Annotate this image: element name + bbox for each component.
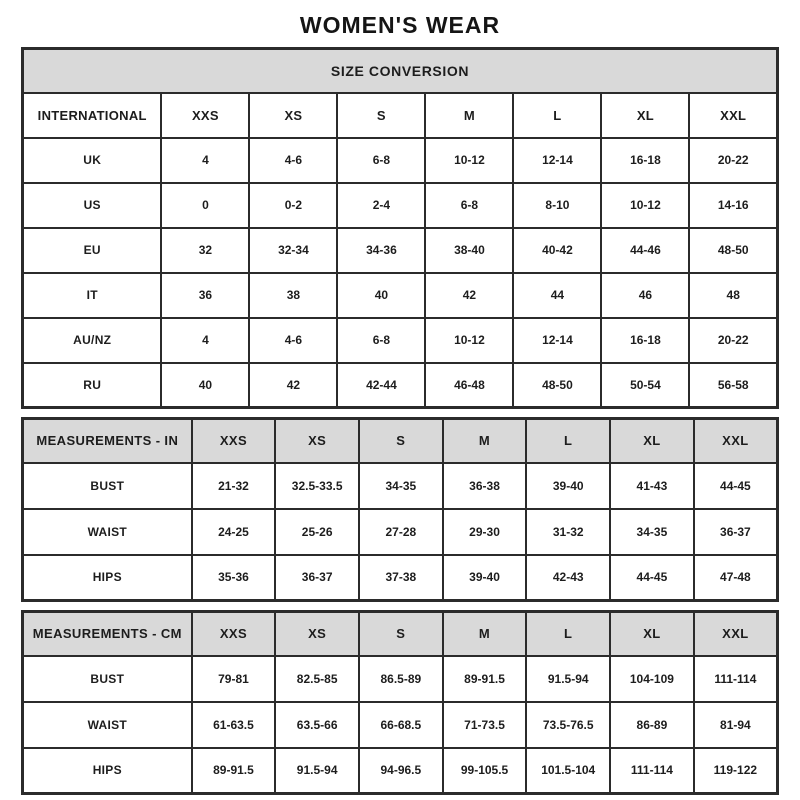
measurements-cm-table [21, 610, 779, 795]
row-label-cell: UK [23, 138, 162, 183]
value-cell: 20-22 [689, 138, 777, 183]
value-cell: 16-18 [601, 318, 689, 363]
row-label-cell: BUST [23, 463, 192, 509]
value-cell: 119-122 [694, 748, 778, 794]
value-cell: XL [601, 93, 689, 138]
value-cell: 4-6 [249, 318, 337, 363]
data-row [23, 509, 778, 555]
value-cell: 12-14 [513, 138, 601, 183]
value-cell: 39-40 [443, 555, 527, 601]
value-cell: 56-58 [689, 363, 777, 408]
value-cell: 86.5-89 [359, 656, 443, 702]
size-conversion-title: SIZE CONVERSION [23, 49, 778, 93]
value-cell: 86-89 [610, 702, 694, 748]
data-row [23, 656, 778, 702]
value-cell: XXS [192, 419, 276, 463]
size-conversion-table [21, 47, 779, 409]
value-cell: 32 [161, 228, 249, 273]
value-cell: 38-40 [425, 228, 513, 273]
value-cell: 14-16 [689, 183, 777, 228]
value-cell: 111-114 [610, 748, 694, 794]
row-label-cell: IT [23, 273, 162, 318]
data-row [23, 748, 778, 794]
value-cell: 16-18 [601, 138, 689, 183]
value-cell: XXL [694, 612, 778, 656]
value-cell: 44 [513, 273, 601, 318]
row-label-cell: WAIST [23, 509, 192, 555]
value-cell: M [425, 93, 513, 138]
row-label-cell: EU [23, 228, 162, 273]
row-label-cell: RU [23, 363, 162, 408]
value-cell: 41-43 [610, 463, 694, 509]
value-cell: 37-38 [359, 555, 443, 601]
row-label-cell: HIPS [23, 748, 192, 794]
value-cell: 8-10 [513, 183, 601, 228]
value-cell: 44-46 [601, 228, 689, 273]
value-cell: M [443, 612, 527, 656]
value-cell: 20-22 [689, 318, 777, 363]
value-cell: 10-12 [601, 183, 689, 228]
value-cell: XL [610, 419, 694, 463]
value-cell: 48-50 [689, 228, 777, 273]
value-cell: 4-6 [249, 138, 337, 183]
value-cell: M [443, 419, 527, 463]
value-cell: 36 [161, 273, 249, 318]
value-cell: 99-105.5 [443, 748, 527, 794]
value-cell: L [513, 93, 601, 138]
value-cell: 10-12 [425, 318, 513, 363]
value-cell: 46-48 [425, 363, 513, 408]
value-cell: 34-36 [337, 228, 425, 273]
value-cell: 32.5-33.5 [275, 463, 359, 509]
value-cell: 6-8 [337, 318, 425, 363]
value-cell: 34-35 [359, 463, 443, 509]
data-row [23, 463, 778, 509]
value-cell: 0 [161, 183, 249, 228]
value-cell: 44-45 [694, 463, 778, 509]
value-cell: 24-25 [192, 509, 276, 555]
value-cell: XXL [689, 93, 777, 138]
value-cell: 36-37 [694, 509, 778, 555]
value-cell: XL [610, 612, 694, 656]
value-cell: XXS [192, 612, 276, 656]
row-label-cell: MEASUREMENTS - IN [23, 419, 192, 463]
value-cell: 25-26 [275, 509, 359, 555]
value-cell: 42-44 [337, 363, 425, 408]
row-label-cell: INTERNATIONAL [23, 93, 162, 138]
value-cell: 6-8 [337, 138, 425, 183]
value-cell: XXS [161, 93, 249, 138]
value-cell: 35-36 [192, 555, 276, 601]
table-header-row [23, 612, 778, 656]
row-label-cell: MEASUREMENTS - CM [23, 612, 192, 656]
value-cell: 79-81 [192, 656, 276, 702]
value-cell: 66-68.5 [359, 702, 443, 748]
value-cell: 42 [249, 363, 337, 408]
value-cell: 29-30 [443, 509, 527, 555]
size-conversion-title-row [23, 49, 778, 93]
value-cell: XS [249, 93, 337, 138]
table-header-row [23, 419, 778, 463]
measurements-in-body [23, 419, 778, 601]
value-cell: 34-35 [610, 509, 694, 555]
data-row [23, 702, 778, 748]
value-cell: 91.5-94 [275, 748, 359, 794]
value-cell: L [526, 612, 610, 656]
value-cell: 12-14 [513, 318, 601, 363]
value-cell: 91.5-94 [526, 656, 610, 702]
value-cell: S [359, 612, 443, 656]
value-cell: 21-32 [192, 463, 276, 509]
measurements-cm-body [23, 612, 778, 794]
value-cell: 50-54 [601, 363, 689, 408]
value-cell: 32-34 [249, 228, 337, 273]
value-cell: 81-94 [694, 702, 778, 748]
value-cell: 38 [249, 273, 337, 318]
row-label-cell: US [23, 183, 162, 228]
value-cell: 40-42 [513, 228, 601, 273]
value-cell: 44-45 [610, 555, 694, 601]
value-cell: 89-91.5 [192, 748, 276, 794]
value-cell: 46 [601, 273, 689, 318]
value-cell: XXL [694, 419, 778, 463]
value-cell: XS [275, 419, 359, 463]
data-row [23, 555, 778, 601]
value-cell: 89-91.5 [443, 656, 527, 702]
value-cell: S [359, 419, 443, 463]
row-label-cell: BUST [23, 656, 192, 702]
value-cell: 6-8 [425, 183, 513, 228]
value-cell: 42 [425, 273, 513, 318]
value-cell: 61-63.5 [192, 702, 276, 748]
value-cell: 40 [337, 273, 425, 318]
row-label-cell: AU/NZ [23, 318, 162, 363]
data-row [23, 363, 778, 408]
data-row [23, 228, 778, 273]
value-cell: 104-109 [610, 656, 694, 702]
value-cell: 10-12 [425, 138, 513, 183]
row-label-cell: HIPS [23, 555, 192, 601]
value-cell: 36-38 [443, 463, 527, 509]
value-cell: 63.5-66 [275, 702, 359, 748]
value-cell: 73.5-76.5 [526, 702, 610, 748]
value-cell: 27-28 [359, 509, 443, 555]
value-cell: 4 [161, 138, 249, 183]
value-cell: L [526, 419, 610, 463]
data-row [23, 273, 778, 318]
value-cell: 94-96.5 [359, 748, 443, 794]
value-cell: 111-114 [694, 656, 778, 702]
measurements-in-table [21, 417, 779, 602]
column-header-row [23, 93, 778, 138]
value-cell: 2-4 [337, 183, 425, 228]
value-cell: 39-40 [526, 463, 610, 509]
value-cell: XS [275, 612, 359, 656]
data-row [23, 183, 778, 228]
value-cell: S [337, 93, 425, 138]
value-cell: 48 [689, 273, 777, 318]
value-cell: 82.5-85 [275, 656, 359, 702]
value-cell: 40 [161, 363, 249, 408]
value-cell: 0-2 [249, 183, 337, 228]
size-conversion-body [23, 93, 778, 408]
value-cell: 31-32 [526, 509, 610, 555]
page-title: WOMEN'S WEAR [299, 12, 501, 38]
row-label-cell: WAIST [23, 702, 192, 748]
value-cell: 47-48 [694, 555, 778, 601]
value-cell: 71-73.5 [443, 702, 527, 748]
value-cell: 4 [161, 318, 249, 363]
data-row [23, 318, 778, 363]
value-cell: 42-43 [526, 555, 610, 601]
value-cell: 48-50 [513, 363, 601, 408]
value-cell: 101.5-104 [526, 748, 610, 794]
data-row [23, 138, 778, 183]
value-cell: 36-37 [275, 555, 359, 601]
